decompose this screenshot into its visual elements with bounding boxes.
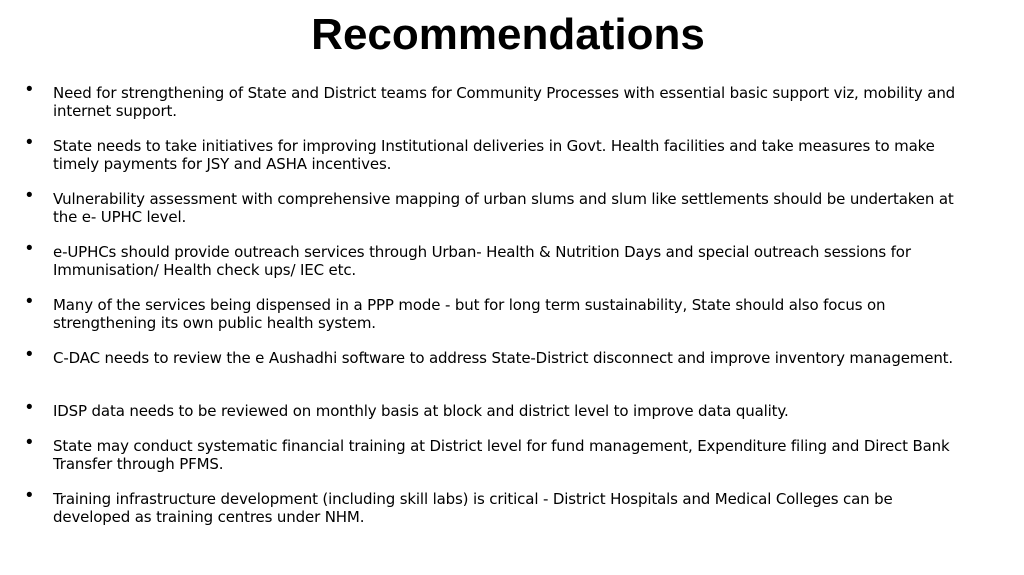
bullet-icon: • [26,344,33,365]
list-item [24,238,974,280]
bullet-icon: • [26,185,33,206]
bullet-icon: • [26,432,33,453]
bullet-icon: • [26,79,33,100]
bullet-icon: • [26,238,33,259]
list-item [24,79,974,121]
bullet-icon: • [26,132,33,153]
list-item [24,344,974,386]
recommendations-list [24,79,974,543]
list-item [24,397,974,420]
bullet-icon: • [26,291,33,312]
list-item [24,432,974,474]
list-item-text: State needs to take initiatives for improving Institutional deliveries in Govt. Health facilities and take measures to make timely payments for JSY and ASHA incentives. [53,137,935,173]
list-item-text: IDSP data needs to be reviewed on monthly basis at block and district level to improve data quality. [53,402,789,420]
list-item [24,485,974,527]
list-item-text: Training infrastructure development (including skill labs) is critical - District Hospitals and Medical Colleges can be developed as training centres under NHM. [53,490,893,526]
list-item-text: Need for strengthening of State and District teams for Community Processes with essential basic support viz, mobility and internet support. [53,84,956,120]
list-item [24,291,974,333]
list-item [24,132,974,174]
list-item-text: C-DAC needs to review the e Aushadhi software to address State-District disconnect and improve inventory management. [53,349,954,367]
bullet-icon: • [26,485,33,506]
list-item [24,185,974,227]
bullet-icon: • [26,397,33,418]
slide-title: Recommendations [311,10,705,59]
list-item-text: State may conduct systematic financial training at District level for fund management, Expenditure filing and Direct Bank Transfer through PFMS. [53,437,950,473]
list-item-text: e-UPHCs should provide outreach services through Urban- Health & Nutrition Days and special outreach sessions for Immunisation/ Health check ups/ IEC etc. [53,243,911,279]
list-item-text: Many of the services being dispensed in a PPP mode - but for long term sustainability, State should also focus on strengthening its own public health system. [53,296,886,332]
list-item-text: Vulnerability assessment with comprehensive mapping of urban slums and slum like settlements should be undertaken at the e- UPHC level. [53,190,954,226]
